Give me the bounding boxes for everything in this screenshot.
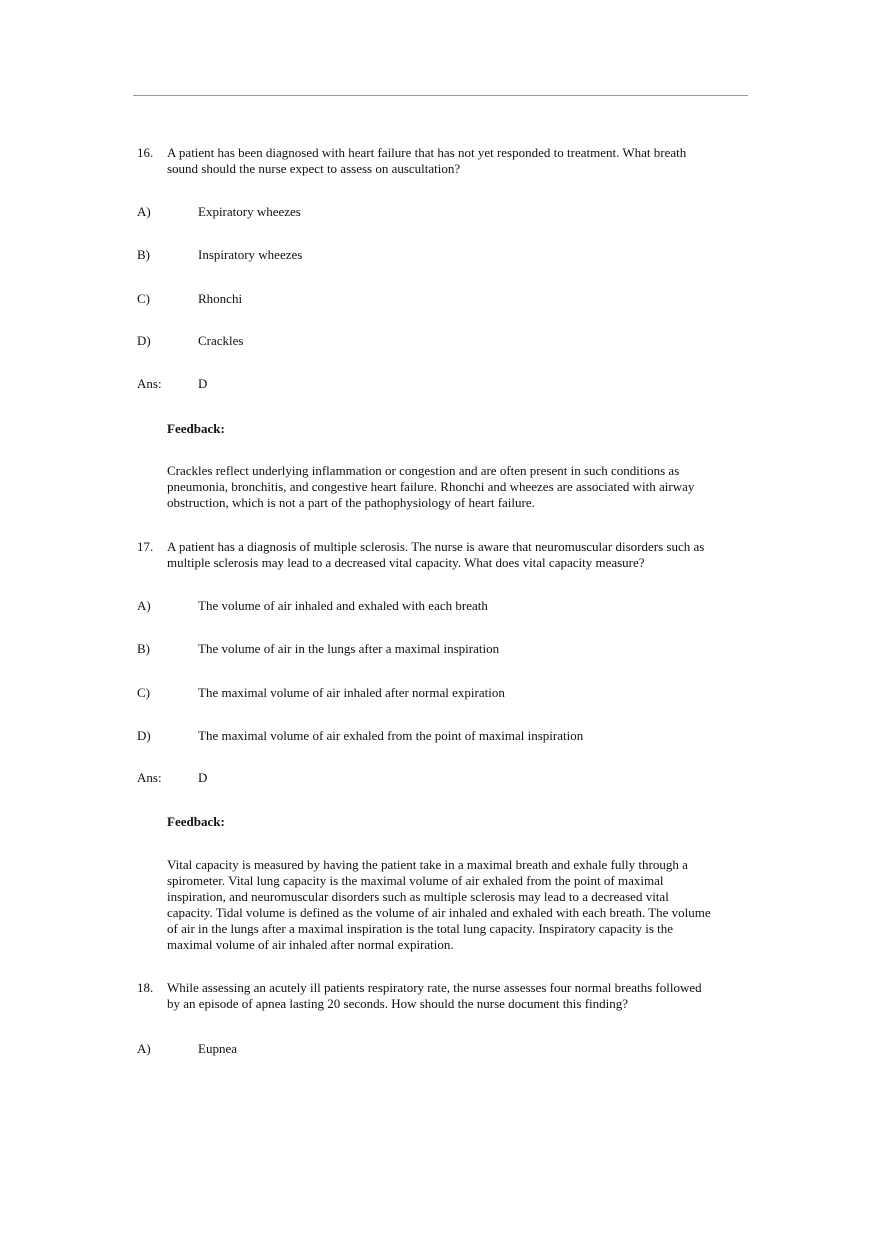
question-line: A patient has a diagnosis of multiple sclerosis. The nurse is aware that neuromuscular disorders such as bbox=[167, 539, 705, 554]
option-letter: D) bbox=[137, 728, 151, 743]
option-letter: A) bbox=[137, 204, 151, 219]
answer-value: D bbox=[198, 376, 208, 391]
feedback-line: Crackles reflect underlying inflammation or congestion and are often present in such conditions as bbox=[167, 463, 680, 478]
feedback-line: spirometer. Vital lung capacity is the maximal volume of air exhaled from the point of maximal bbox=[167, 873, 664, 888]
option-letter: A) bbox=[137, 1041, 151, 1056]
question-text bbox=[167, 145, 686, 177]
question-line: sound should the nurse expect to assess on auscultation? bbox=[167, 161, 461, 176]
option-text: The maximal volume of air inhaled after normal expiration bbox=[198, 685, 505, 700]
option-letter: D) bbox=[137, 333, 151, 348]
feedback-line: capacity. Tidal volume is defined as the volume of air inhaled and exhaled with each breath. The volume bbox=[167, 905, 711, 920]
option-text: The volume of air in the lungs after a maximal inspiration bbox=[198, 641, 500, 656]
feedback-line: inspiration, and neuromuscular disorders such as multiple sclerosis may lead to a decreased vital bbox=[167, 889, 669, 904]
option-text: Rhonchi bbox=[198, 291, 243, 306]
option-letter: B) bbox=[137, 641, 150, 656]
question-number: 18. bbox=[137, 980, 154, 995]
option-letter: B) bbox=[137, 247, 150, 262]
feedback-line: pneumonia, bronchitis, and congestive heart failure. Rhonchi and wheezes are associated with airway bbox=[167, 479, 695, 494]
question-text bbox=[167, 539, 704, 571]
feedback-heading: Feedback: bbox=[167, 421, 225, 436]
header-rule bbox=[133, 95, 748, 96]
question-text bbox=[167, 980, 702, 1012]
question-line: While assessing an acutely ill patients respiratory rate, the nurse assesses four normal breaths followed bbox=[167, 980, 702, 995]
option-letter: C) bbox=[137, 685, 150, 700]
answer-value: D bbox=[198, 770, 208, 785]
question-line: A patient has been diagnosed with heart failure that has not yet responded to treatment. What breath bbox=[167, 145, 687, 160]
question-line: multiple sclerosis may lead to a decreased vital capacity. What does vital capacity measure? bbox=[167, 555, 645, 570]
question-line: by an episode of apnea lasting 20 seconds. How should the nurse document this finding? bbox=[167, 996, 629, 1011]
question-number: 16. bbox=[137, 145, 154, 160]
feedback-line: maximal volume of air inhaled after normal expiration. bbox=[167, 937, 454, 952]
question-number: 17. bbox=[137, 539, 154, 554]
option-text: Eupnea bbox=[198, 1041, 237, 1056]
feedback-line: obstruction, which is not a part of the pathophysiology of heart failure. bbox=[167, 495, 535, 510]
feedback-line: of air in the lungs after a maximal inspiration is the total lung capacity. Inspiratory capacity is the bbox=[167, 921, 674, 936]
option-text: The maximal volume of air exhaled from the point of maximal inspiration bbox=[198, 728, 584, 743]
option-text: Expiratory wheezes bbox=[198, 204, 301, 219]
feedback-heading: Feedback: bbox=[167, 814, 225, 829]
answer-label: Ans: bbox=[137, 376, 162, 391]
option-text: Inspiratory wheezes bbox=[198, 247, 303, 262]
option-letter: A) bbox=[137, 598, 151, 613]
option-text: Crackles bbox=[198, 333, 244, 348]
option-letter: C) bbox=[137, 291, 150, 306]
answer-label: Ans: bbox=[137, 770, 162, 785]
feedback-line: Vital capacity is measured by having the patient take in a maximal breath and exhale fully through a bbox=[167, 857, 688, 872]
feedback-text bbox=[167, 857, 711, 953]
feedback-text bbox=[167, 463, 694, 511]
option-text: The volume of air inhaled and exhaled with each breath bbox=[198, 598, 488, 613]
